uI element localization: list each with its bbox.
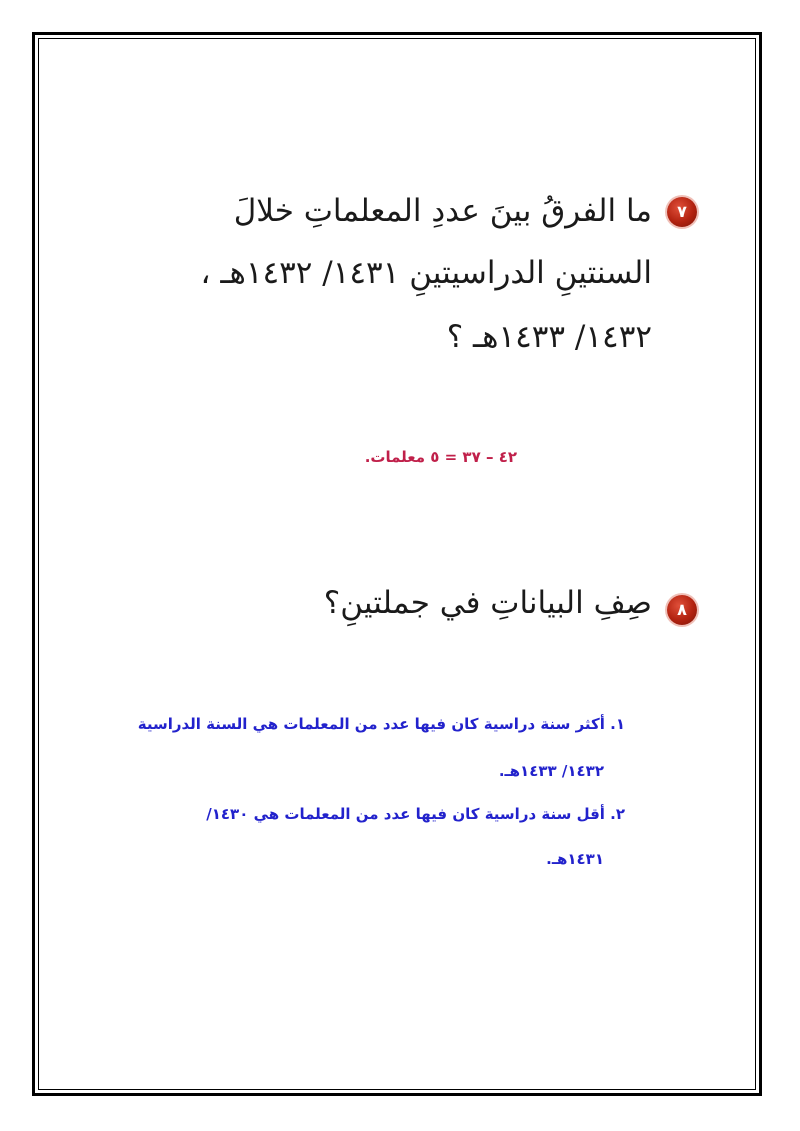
question-7-text xyxy=(233,193,652,229)
question-7-line-3: ١٤٣٢/ ١٤٣٣هـ ؟ xyxy=(446,319,652,355)
question-8-number-badge: ٨ xyxy=(667,595,697,625)
question-7-text-2 xyxy=(200,255,652,291)
question-7-text-3 xyxy=(446,319,652,355)
question-7-line-2: السنتينِ الدراسيتينِ ١٤٣١/ ١٤٣٢هـ ، xyxy=(200,255,652,291)
answer-8-item-1-line-2: ١٤٣٢/ ١٤٣٣هـ. xyxy=(498,762,604,780)
answer-8-item-1-line-1: ١. أكثر سنة دراسية كان فيها عدد من المعلمات هي السنة الدراسية xyxy=(137,715,625,733)
answer-7: ٤٢ – ٣٧ = ٥ معلمات. xyxy=(364,448,517,466)
answer-8-item-2-line-2: ١٤٣١هـ. xyxy=(546,850,604,868)
question-7-number-badge: ٧ xyxy=(667,197,697,227)
answer-8-item-2-line-1: ٢. أقل سنة دراسية كان فيها عدد من المعلمات هي ١٤٣٠/ xyxy=(206,805,625,823)
question-8-text xyxy=(323,585,652,621)
question-7-line-1: ما الفرقُ بينَ عددِ المعلماتِ خلالَ xyxy=(233,193,652,229)
question-8-line-1: صِفِ البياناتِ في جملتينِ؟ xyxy=(323,585,652,621)
